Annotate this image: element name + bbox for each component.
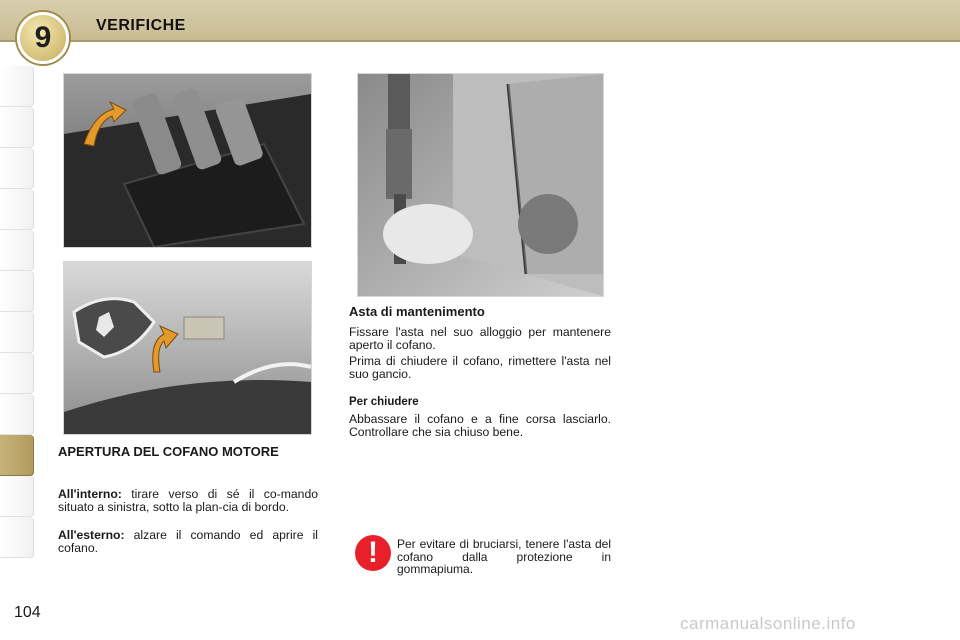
side-tab[interactable] xyxy=(0,353,34,394)
side-tab[interactable] xyxy=(0,271,34,312)
header-bar xyxy=(0,0,960,42)
inside-label: All'interno: xyxy=(58,487,122,501)
exterior-release-photo xyxy=(63,261,312,435)
side-tab[interactable] xyxy=(0,230,34,271)
prop-rod-heading: Asta di mantenimento xyxy=(349,304,485,319)
side-tab[interactable] xyxy=(0,107,34,148)
section-heading-hood-opening: APERTURA DEL COFANO MOTORE xyxy=(58,444,279,459)
exclamation-icon: ! xyxy=(355,535,391,571)
outside-text: alzare il comando ed aprire il cofano. xyxy=(58,528,318,555)
outside-release-paragraph xyxy=(58,529,318,554)
side-tab[interactable] xyxy=(0,312,34,353)
inside-release-paragraph xyxy=(58,488,318,513)
side-tab[interactable] xyxy=(0,66,34,107)
side-tabs xyxy=(0,66,34,558)
inside-text: tirare verso di sé il co-mando situato a sinistra, sotto la plan-cia di bordo. xyxy=(58,487,318,514)
side-tab[interactable] xyxy=(0,476,34,517)
prop-rod-paragraph-1: Fissare l'asta nel suo alloggio per mantenere aperto il cofano. xyxy=(349,325,611,352)
prop-rod-paragraph-2: Prima di chiudere il cofano, rimettere l'asta nel suo gancio. xyxy=(349,354,611,381)
warning-text: Per evitare di bruciarsi, tenere l'asta del cofano dalla protezione in gommapiuma. xyxy=(397,537,611,577)
side-tab[interactable] xyxy=(0,394,34,435)
closing-heading: Per chiudere xyxy=(349,396,419,408)
side-tab[interactable] xyxy=(0,148,34,189)
closing-paragraph: Abbassare il cofano e a fine corsa lasciarlo. Controllare che sia chiuso bene. xyxy=(349,412,611,439)
page-number: 104 xyxy=(14,604,41,621)
prop-rod-photo xyxy=(357,73,604,297)
side-tab[interactable] xyxy=(0,189,34,230)
outside-label: All'esterno: xyxy=(58,528,125,542)
side-tab-active[interactable] xyxy=(0,435,34,476)
side-tab[interactable] xyxy=(0,517,34,558)
section-title: VERIFICHE xyxy=(96,17,186,34)
watermark: carmanualsonline.info xyxy=(680,614,856,633)
interior-release-photo xyxy=(63,73,312,248)
chapter-badge: 9 xyxy=(17,12,69,64)
